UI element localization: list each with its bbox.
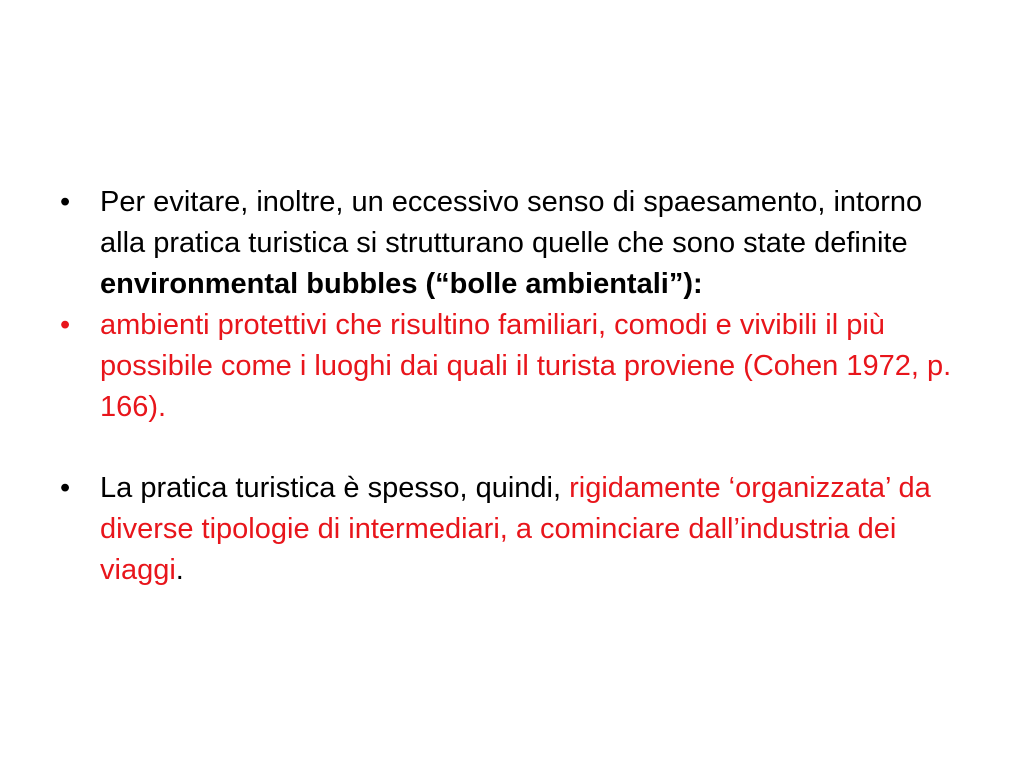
bullet-marker: • xyxy=(60,186,71,218)
bullet-marker: • xyxy=(60,309,71,341)
bullet-text: ambienti protettivi che risultino familiari, comodi e vivibili il più possibile come i luoghi dai quali il turista proviene (Cohen 1972, p. 166). xyxy=(100,309,952,423)
spacer xyxy=(60,428,960,468)
bullet-item-protective-environments xyxy=(60,305,960,428)
bullet-bold-term: environmental bubbles (“bolle ambientali”): xyxy=(100,268,703,300)
bullet-list xyxy=(60,182,960,591)
bullet-marker: • xyxy=(60,472,71,504)
bullet-text-end: . xyxy=(175,554,184,586)
bullet-item-organized-practice xyxy=(60,468,960,591)
bullet-text: La pratica turistica è spesso, quindi, xyxy=(100,472,570,504)
bullet-text: Per evitare, inoltre, un eccessivo senso di spaesamento, intorno alla pratica turistica si strutturano quelle che sono state definite xyxy=(100,186,923,259)
bullet-highlight: rigidamente ‘organizzata’ da diverse tipologie di intermediari, a cominciare dall’industria dei viaggi xyxy=(100,472,931,586)
bullet-item-environmental-bubbles xyxy=(60,182,960,305)
